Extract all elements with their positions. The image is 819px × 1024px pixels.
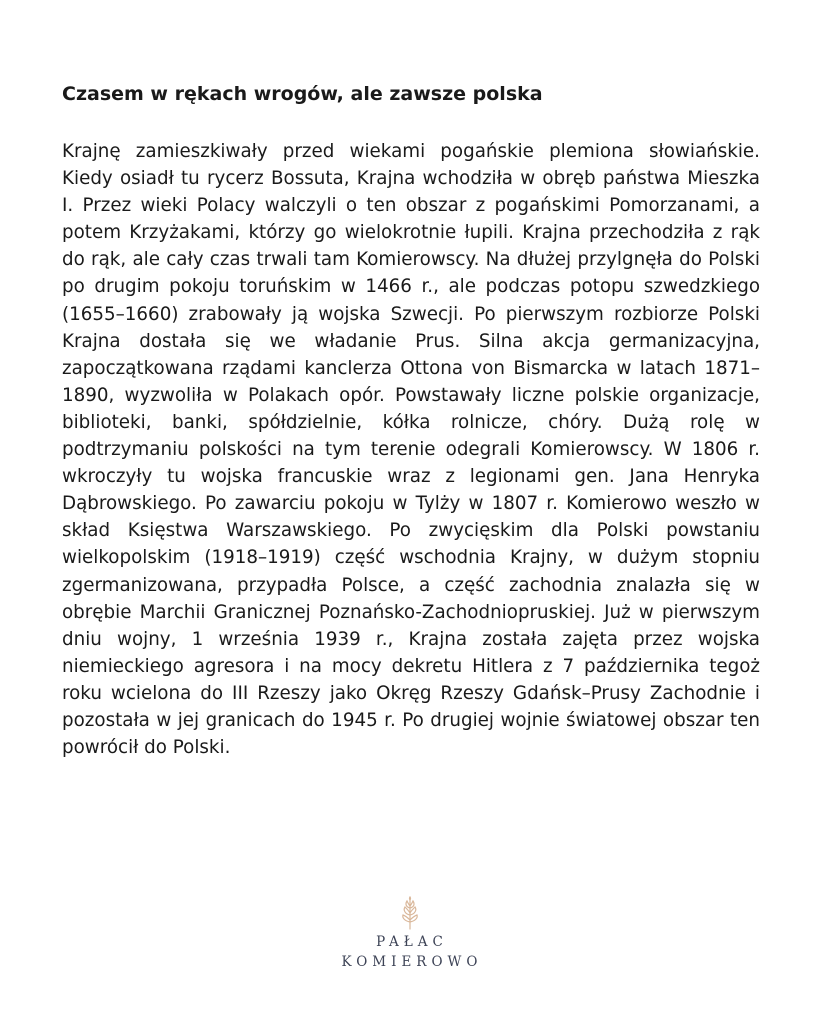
logo-line-palac: PAŁAC bbox=[376, 934, 448, 950]
page-title: Czasem w rękach wrogów, ale zawsze polska bbox=[62, 83, 543, 105]
body-paragraph: Krajnę zamieszkiwały przed wiekami pogańskie plemiona słowiańskie. Kiedy osiadł tu rycerz Bossuta, Krajna wchodziła w obręb państwa Mieszka I. Przez wieki Polacy walczyli o ten obszar z pogańskimi Pomorzanami, a potem Krzyżakami, którzy go wielokrotnie łupili. Krajna przechodziła z rąk do rąk, ale cały czas trwali tam Komierowscy. Na dłużej przylgnęła do Polski po drugim pokoju toruńskim w 1466 r., ale podczas potopu szwedzkiego (1655–1660) zrabowały ją wojska Szwecji. Po pierwszym rozbiorze Polski Krajna dostała się we władanie Prus. Silna akcja germanizacyjna, zapoczątkowana rządami kanclerza Ottona von Bismarcka w latach 1871–1890, wyzwoliła w Polakach opór. Powstawały liczne polskie organizacje, biblioteki, banki, spółdzielnie, kółka rolnicze, chóry. Dużą rolę w podtrzymaniu polskości na tym terenie odegrali Komierowscy. W 1806 r. wkroczyły tu wojska francuskie wraz z legionami gen. Jana Henryka Dąbrowskiego. Po zawarciu pokoju w Tylży w 1807 r. Komierowo weszło w skład Księstwa Warszawskiego. Po zwycięskim dla Polski powstaniu wielkopolskim (1918–1919) część wschodnia Krajny, w dużym stopniu zgermanizowana, przypadła Polsce, a część zachodnia znalazła się w obrębie Marchii Granicznej Poznańsko-Zachodniopruskiej. Już w pierwszym dniu wojny, 1 września 1939 r., Krajna została zajęta przez wojska niemieckiego agresora i na mocy dekretu Hitlera z 7 października tegoż roku wcielona do III Rzeszy jako Okręg Rzeszy Gdańsk–Prusy Zachodnie i pozostała w jej granicach do 1945 r. Po drugiej wojnie światowej obszar ten powrócił do Polski. bbox=[62, 141, 760, 759]
document-page bbox=[62, 0, 760, 1024]
brand-logo bbox=[0, 896, 819, 980]
oak-leaf-icon bbox=[398, 896, 422, 930]
logo-line-komierowo: KOMIEROWO bbox=[341, 954, 483, 970]
